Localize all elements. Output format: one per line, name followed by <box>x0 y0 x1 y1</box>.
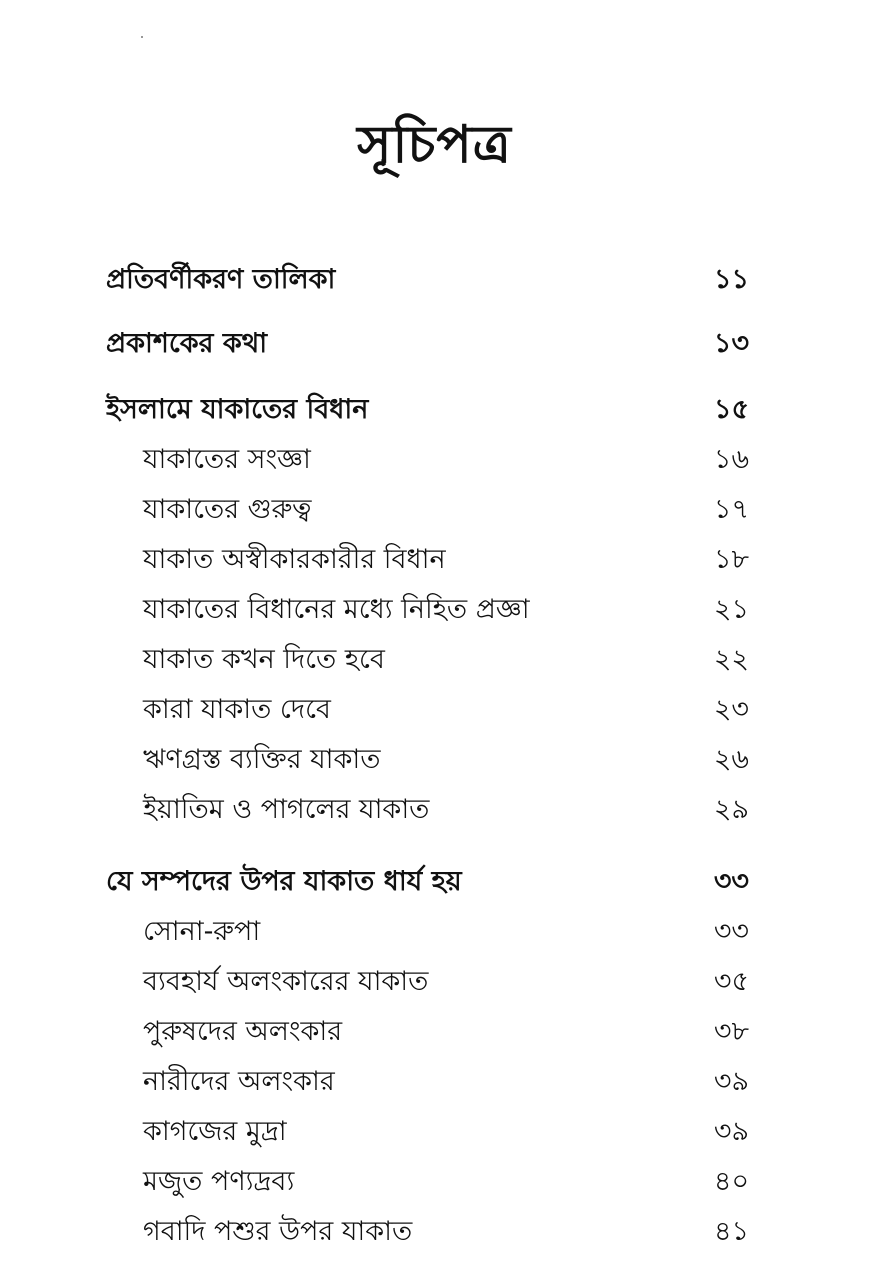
toc-entry-page-number: ৩৫ <box>713 966 749 997</box>
toc-entry-page-number: ৩৯ <box>713 1116 749 1147</box>
toc-entry-page-number: ২৬ <box>713 744 749 775</box>
toc-entry-page-number: ৪১ <box>713 1216 749 1247</box>
toc-entry-page-number: ২৩ <box>713 694 749 725</box>
toc-entry-importance-of-zakat[interactable] <box>0 488 869 532</box>
toc-entry-label: প্রতিবর্ণীকরণ তালিকা <box>106 264 336 295</box>
toc-entry-label: যাকাতের সংজ্ঞা <box>143 444 311 475</box>
toc-entry-who-pays[interactable] <box>0 688 869 732</box>
toc-entry-page-number: ৩৩ <box>713 866 749 897</box>
toc-entry-label: গবাদি পশুর উপর যাকাত <box>143 1216 413 1247</box>
toc-entry-label: যে সম্পদের উপর যাকাত ধার্য হয় <box>106 866 462 897</box>
toc-entry-label: যাকাত অস্বীকারকারীর বিধান <box>143 544 446 575</box>
toc-entry-page-number: ২৯ <box>713 794 749 825</box>
page-title: সূচিপত্র <box>357 114 512 175</box>
toc-entry-page-number: ২১ <box>713 594 749 625</box>
toc-entry-label: যাকাত কখন দিতে হবে <box>143 644 385 675</box>
toc-entry-page-number: ১৮ <box>713 544 749 575</box>
toc-entry-page-number: ১৬ <box>713 444 749 475</box>
toc-entry-gold-silver[interactable] <box>0 910 869 954</box>
toc-entry-label: নারীদের অলংকার <box>143 1066 335 1097</box>
toc-entry-page-number: ৩৮ <box>713 1016 749 1047</box>
toc-entry-debtor-zakat[interactable] <box>0 738 869 782</box>
toc-entry-label: কাগজের মুদ্রা <box>143 1116 287 1147</box>
toc-entry-label: ইয়াতিম ও পাগলের যাকাত <box>143 794 430 825</box>
toc-entry-label: ইসলামে যাকাতের বিধান <box>106 394 369 425</box>
toc-entry-label: ব্যবহার্য অলংকারের যাকাত <box>143 966 429 997</box>
toc-entry-page-number: ১১ <box>713 264 749 295</box>
toc-entry-page-number: ২২ <box>713 644 749 675</box>
toc-entry-page-number: ৪০ <box>713 1166 749 1197</box>
toc-entry-page-number: ৩৯ <box>713 1066 749 1097</box>
toc-entry-page-number: ১৫ <box>713 394 749 425</box>
scan-speck <box>141 36 143 38</box>
toc-entry-label: প্রকাশকের কথা <box>106 328 268 359</box>
toc-entry-definition-of-zakat[interactable] <box>0 438 869 482</box>
toc-entry-label: ঋণগ্রস্ত ব্যক্তির যাকাত <box>143 744 381 775</box>
toc-entry-zakat-rulings-in-islam[interactable] <box>0 388 869 432</box>
toc-entry-label: যাকাতের গুরুত্ব <box>143 494 312 525</box>
toc-entry-zakatable-wealth[interactable] <box>0 860 869 904</box>
toc-entry-label: কারা যাকাত দেবে <box>143 694 331 725</box>
toc-entry-transliteration-table[interactable] <box>0 258 869 302</box>
toc-entry-trade-goods[interactable] <box>0 1160 869 1204</box>
toc-entry-page-number: ১৭ <box>713 494 749 525</box>
toc-entry-livestock-zakat[interactable] <box>0 1210 869 1254</box>
toc-entry-when-to-pay[interactable] <box>0 638 869 682</box>
toc-entry-mens-jewelry[interactable] <box>0 1010 869 1054</box>
toc-entry-label: সোনা-রুপা <box>143 916 261 947</box>
toc-entry-publishers-note[interactable] <box>0 322 869 366</box>
toc-entry-wisdom-in-zakat[interactable] <box>0 588 869 632</box>
toc-entry-label: পুরুষদের অলংকার <box>143 1016 343 1047</box>
toc-entry-label: যাকাতের বিধানের মধ্যে নিহিত প্রজ্ঞা <box>143 594 530 625</box>
toc-entry-page-number: ১৩ <box>713 328 749 359</box>
toc-entry-womens-jewelry[interactable] <box>0 1060 869 1104</box>
toc-entry-worn-jewelry-zakat[interactable] <box>0 960 869 1004</box>
toc-entry-label: মজুত পণ্যদ্রব্য <box>143 1166 295 1197</box>
toc-entry-ruling-on-deniers[interactable] <box>0 538 869 582</box>
toc-entry-page-number: ৩৩ <box>713 916 749 947</box>
toc-entry-orphan-and-insane-zakat[interactable] <box>0 788 869 832</box>
toc-entry-paper-currency[interactable] <box>0 1110 869 1154</box>
